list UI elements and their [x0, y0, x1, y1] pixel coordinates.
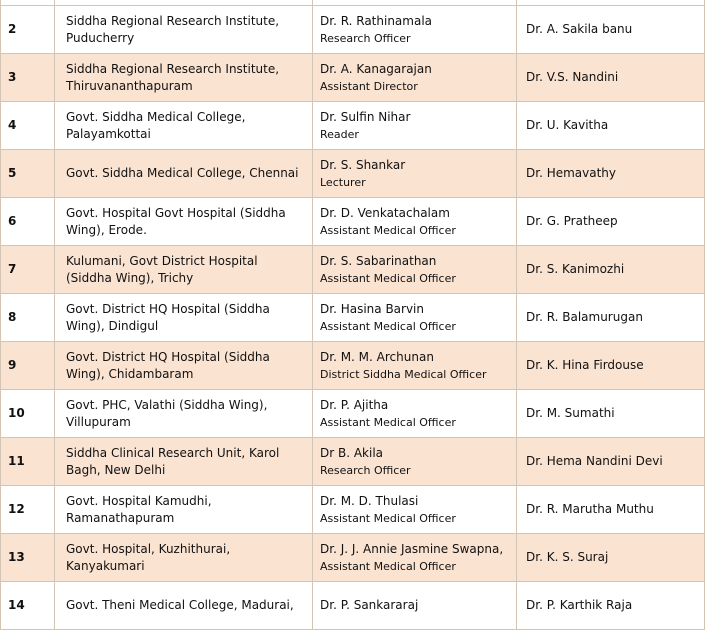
nodal-officer	[313, 246, 517, 294]
table-row	[1, 342, 705, 390]
institution-name: Govt. District HQ Hospital (Siddha Wing), Dindigul	[55, 294, 313, 342]
nodal-officer	[313, 294, 517, 342]
nodal-officer	[313, 582, 517, 630]
institution-name: Govt. Siddha Medical College, Chennai	[55, 150, 313, 198]
table-row	[1, 534, 705, 582]
nodal-officer	[313, 390, 517, 438]
nodal-officer	[313, 150, 517, 198]
officer-designation: Assistant Medical Officer	[320, 223, 456, 237]
nodal-officer	[313, 6, 517, 54]
serial-number: 8	[1, 294, 55, 342]
table-row	[1, 390, 705, 438]
table-row	[1, 246, 705, 294]
serial-number: 11	[1, 438, 55, 486]
table-row	[1, 198, 705, 246]
nodal-officer	[313, 534, 517, 582]
officer-designation: Assistant Medical Officer	[320, 319, 456, 333]
institution-name: Govt. Hospital Govt Hospital (Siddha Wing), Erode.	[55, 198, 313, 246]
staff-name: Dr. G. Pratheep	[517, 198, 705, 246]
staff-name: Dr. S. Kanimozhi	[517, 246, 705, 294]
officer-name: Dr. S. Sabarinathan	[320, 253, 437, 268]
officer-name: Dr. S. Shankar	[320, 157, 406, 172]
serial-number: 14	[1, 582, 55, 630]
institution-name: Govt. PHC, Valathi (Siddha Wing), Villupuram	[55, 390, 313, 438]
institution-name: Govt. Theni Medical College, Madurai,	[55, 582, 313, 630]
institution-name: Kulumani, Govt District Hospital (Siddha Wing), Trichy	[55, 246, 313, 294]
table-row	[1, 102, 705, 150]
staff-name: Dr. P. Karthik Raja	[517, 582, 705, 630]
officer-designation: Assistant Director	[320, 79, 418, 93]
serial-number: 12	[1, 486, 55, 534]
officer-designation: Reader	[320, 127, 359, 141]
officer-name: Dr. A. Kanagarajan	[320, 61, 432, 76]
serial-number: 4	[1, 102, 55, 150]
officer-name: Dr. M. D. Thulasi	[320, 493, 419, 508]
institution-name: Govt. Hospital, Kuzhithurai, Kanyakumari	[55, 534, 313, 582]
officer-name: Dr. P. Sankararaj	[320, 598, 419, 612]
staff-name: Dr. R. Balamurugan	[517, 294, 705, 342]
serial-number: 9	[1, 342, 55, 390]
serial-number: 2	[1, 6, 55, 54]
institution-name: Govt. District HQ Hospital (Siddha Wing), Chidambaram	[55, 342, 313, 390]
officer-name: Dr B. Akila	[320, 445, 384, 460]
staff-name: Dr. A. Sakila banu	[517, 6, 705, 54]
officer-name: Dr. R. Rathinamala	[320, 13, 433, 28]
nodal-officer	[313, 486, 517, 534]
officer-designation: Research Officer	[320, 31, 411, 45]
institution-name: Siddha Regional Research Institute, Thiruvananthapuram	[55, 54, 313, 102]
staff-name: Dr. K. Hina Firdouse	[517, 342, 705, 390]
nodal-officer	[313, 198, 517, 246]
serial-number: 7	[1, 246, 55, 294]
institution-name: Govt. Hospital Kamudhi, Ramanathapuram	[55, 486, 313, 534]
officer-designation: District Siddha Medical Officer	[320, 367, 487, 381]
institution-name: Govt. Siddha Medical College, Palayamkottai	[55, 102, 313, 150]
table-row	[1, 150, 705, 198]
table-row	[1, 6, 705, 54]
officer-designation: Assistant Medical Officer	[320, 415, 456, 429]
nodal-officer	[313, 438, 517, 486]
staff-name: Dr. Hemavathy	[517, 150, 705, 198]
officer-designation: Assistant Medical Officer	[320, 559, 456, 573]
nodal-officer	[313, 342, 517, 390]
table-row	[1, 294, 705, 342]
table-row	[1, 582, 705, 630]
officer-designation: Assistant Medical Officer	[320, 271, 456, 285]
staff-name: Dr. M. Sumathi	[517, 390, 705, 438]
staff-name: Dr. U. Kavitha	[517, 102, 705, 150]
officer-name: Dr. D. Venkatachalam	[320, 205, 450, 220]
officer-designation: Lecturer	[320, 175, 366, 189]
serial-number: 6	[1, 198, 55, 246]
serial-number: 10	[1, 390, 55, 438]
officer-name: Dr. Sulfin Nihar	[320, 109, 411, 124]
staff-name: Dr. V.S. Nandini	[517, 54, 705, 102]
institution-name: Siddha Clinical Research Unit, Karol Bagh, New Delhi	[55, 438, 313, 486]
officer-designation: Assistant Medical Officer	[320, 511, 456, 525]
institution-name: Siddha Regional Research Institute, Puducherry	[55, 6, 313, 54]
officer-name: Dr. P. Ajitha	[320, 397, 389, 412]
staff-name: Dr. K. S. Suraj	[517, 534, 705, 582]
officer-name: Dr. J. J. Annie Jasmine Swapna,	[320, 541, 504, 556]
nodal-officer	[313, 54, 517, 102]
staff-name: Dr. Hema Nandini Devi	[517, 438, 705, 486]
serial-number: 5	[1, 150, 55, 198]
table-row	[1, 486, 705, 534]
table-row	[1, 54, 705, 102]
serial-number: 3	[1, 54, 55, 102]
officer-designation: Research Officer	[320, 463, 411, 477]
officer-name: Dr. Hasina Barvin	[320, 301, 424, 316]
serial-number: 13	[1, 534, 55, 582]
nodal-officer	[313, 102, 517, 150]
table-row	[1, 438, 705, 486]
staff-name: Dr. R. Marutha Muthu	[517, 486, 705, 534]
officer-name: Dr. M. M. Archunan	[320, 349, 434, 364]
